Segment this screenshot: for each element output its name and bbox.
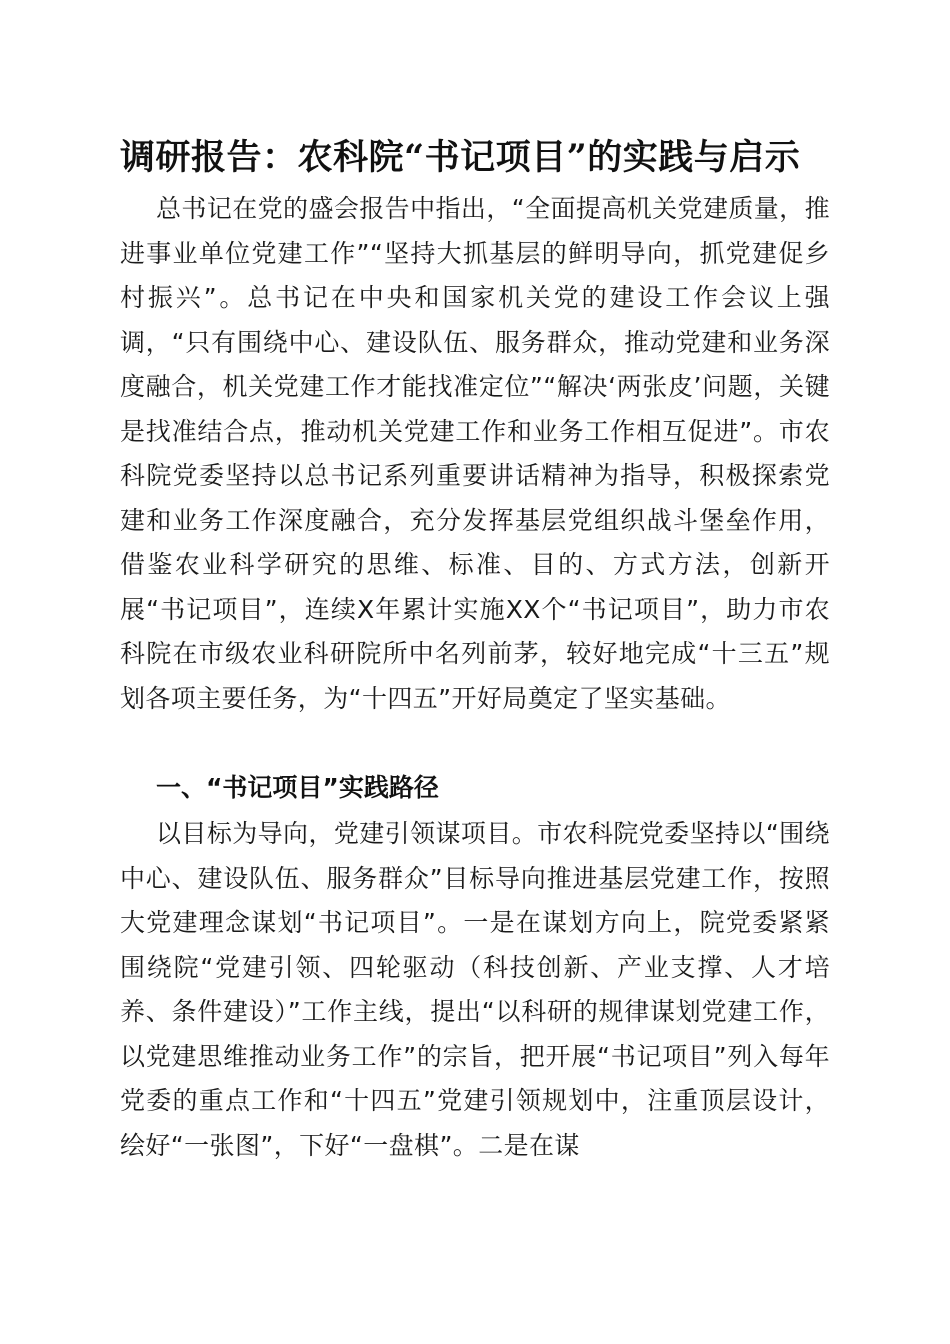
section-paragraph: 以目标为导向，党建引领谋项目。市农科院党委坚持以“围绕中心、建设队伍、服务群众”目标导向推进基层党建工作，按照大党建理念谋划“书记项目”。一是在谋划方向上，院党委紧紧围绕院“党建引领、四轮驱动（科技创新、产业支撑、人才培养、条件建设）”工作主线，提出“以科研的规律谋划党建工作，以党建思维推动业务工作”的宗旨，把开展“书记项目”列入每年党委的重点工作和“十四五”党建引领规划中，注重顶层设计，绘好“一张图”，下好“一盘棋”。二是在谋 [120,819,830,1160]
intro-paragraph: 总书记在党的盛会报告中指出，“全面提高机关党建质量，推进事业单位党建工作”“坚持大抓基层的鲜明导向，抓党建促乡村振兴”。总书记在中央和国家机关党的建设工作会议上强调，“只有围绕中心、建设队伍、服务群众，推动党建和业务深度融合，机关党建工作才能找准定位”“解决‘两张皮’问题，关键是找准结合点，推动机关党建工作和业务工作相互促进”。市农科院党委坚持以总书记系列重要讲话精神为指导，积极探索党建和业务工作深度融合，充分发挥基层党组织战斗堡垒作用，借鉴农业科学研究的思维、标准、目的、方式方法，创新开展“书记项目”，连续X年累计实施XX个“书记项目”，助力市农科院在市级农业科研院所中名列前茅，较好地完成“十三五”规划各项主要任务，为“十四五”开好局奠定了坚实基础。 [120,194,830,713]
page-title: 调研报告：农科院“书记项目”的实践与启示 [120,137,801,178]
section-heading: 一、“书记项目”实践路径 [156,773,439,802]
